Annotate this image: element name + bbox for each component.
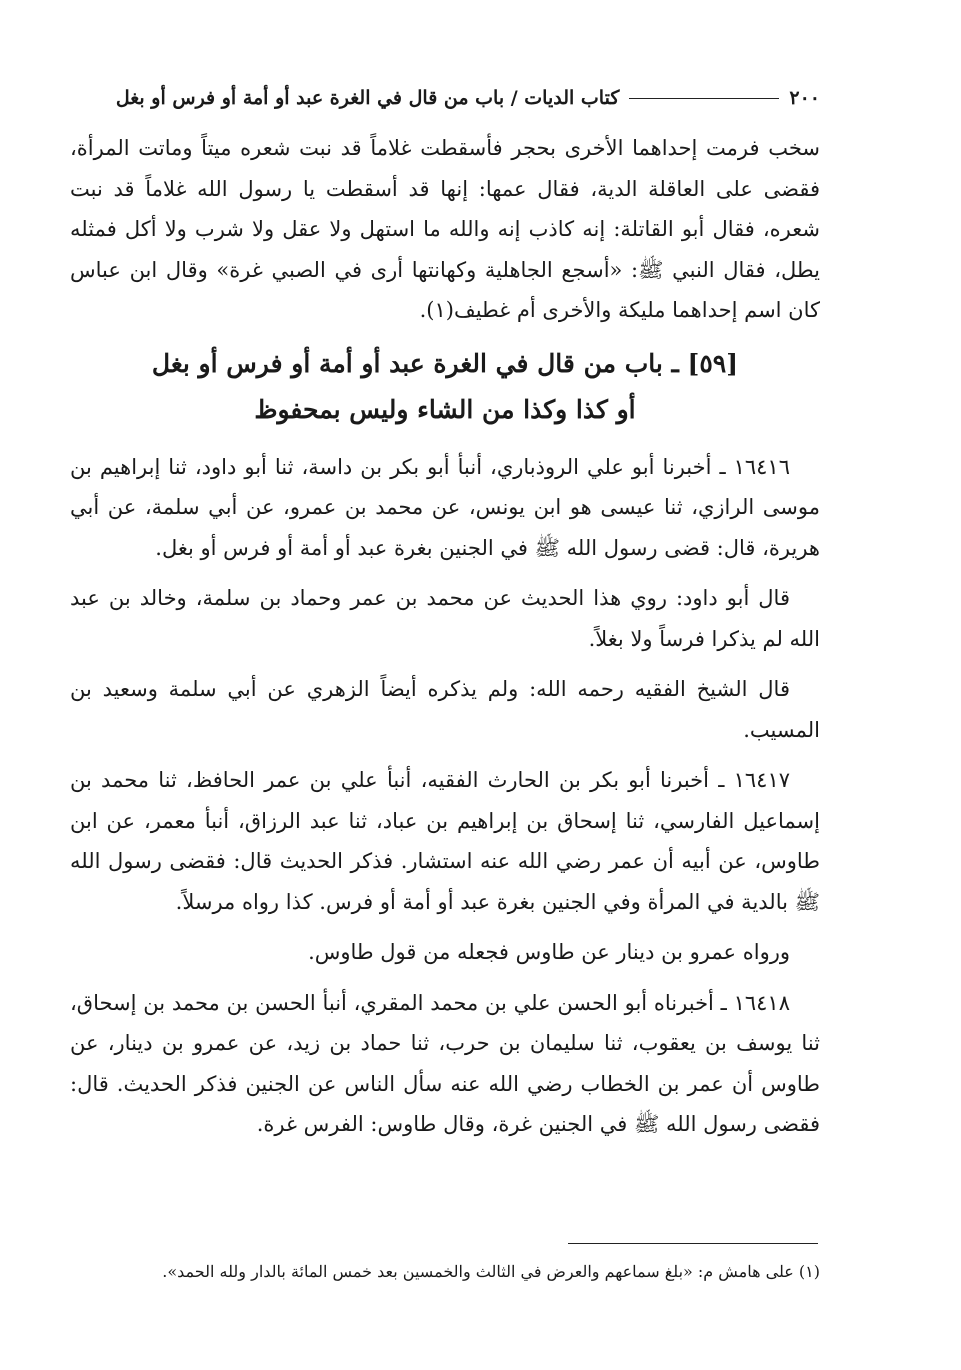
chapter-heading-line-1: [٥٩] ـ باب من قال في الغرة عبد أو أمة أو فرس أو بغل — [151, 348, 739, 378]
chapter-heading — [70, 341, 820, 433]
header-rule — [629, 98, 779, 99]
paragraph-abu-dawud-note: قال أبو داود: روي هذا الحديث عن محمد بن عمر وحماد بن سلمة، وخالد بن عبد الله لم يذكرا فرساً ولا بغلاً. — [70, 586, 820, 651]
running-title: كتاب الديات / باب من قال في الغرة عبد أو أمة أو فرس أو بغل — [115, 87, 620, 109]
footnote-rule — [568, 1243, 818, 1244]
hadith-16416: ١٦٤١٦ ـ أخبرنا أبو علي الروذباري، أنبأ أبو بكر بن داسة، ثنا أبو داود، ثنا إبراهيم بن موسى الرازي، ثنا عيسى هو ابن يونس، عن محمد بن عمرو، عن أبي سلمة، عن أبي هريرة، قال: قضى رسول الله ﷺ في الجنين بغرة عبد أو أمة أو فرس أو بغل. — [70, 454, 820, 560]
running-header — [70, 80, 820, 116]
paragraph-shaykh-note: قال الشيخ الفقيه رحمه الله: ولم يذكره أيضاً الزهري عن أبي سلمة وسعيد بن المسيب. — [70, 677, 820, 742]
page-number: ٢٠٠ — [789, 87, 820, 109]
chapter-heading-line-2: أو كذا وكذا من الشاء وليس بمحفوظ — [254, 394, 636, 424]
hadith-16417: ١٦٤١٧ ـ أخبرنا أبو بكر بن الحارث الفقيه، أنبأ علي بن عمر الحافظ، ثنا محمد بن إسماعيل الفارسي، ثنا إسحاق بن إبراهيم بن عباد، ثنا عبد الرزاق، أنبأ معمر، عن ابن طاوس، عن أبيه أن عمر رضي الله عنه استشار. فذكر الحديث قال: فقضى رسول الله ﷺ بالدية في المرأة وفي الجنين بغرة عبد أو أمة أو فرس. كذا رواه مرسلاً. — [70, 768, 820, 914]
page-body — [70, 128, 820, 1155]
paragraph-continuation: سخب فرمت إحداهما الأخرى بحجر فأسقطت غلاماً قد نبت شعره ميتاً وماتت المرأة، فقضى على العاقلة الدية، فقال عمها: إنها قد أسقطت يا رسول الله غلاماً قد نبت شعره، فقال أبو القاتلة: إنه كاذب إنه والله ما استهل ولا عقل ولا شرب ولا أكل فمثله يطل، فقال النبي ﷺ: «أسجع الجاهلية وكهانتها أرى في الصبي غرة» وقال ابن عباس كان اسم إحداهما مليكة والأخرى أم غطيف(١). — [70, 136, 820, 322]
hadith-16418: ١٦٤١٨ ـ أخبرناه أبو الحسن علي بن محمد المقري، أنبأ الحسن بن محمد بن إسحاق، ثنا يوسف بن يعقوب، ثنا سليمان بن حرب، ثنا حماد بن زيد، عن عمرو بن دينار، عن طاوس أن عمر بن الخطاب رضي الله عنه سأل الناس عن الجنين فذكر الحديث. قال: فقضى رسول الله ﷺ في الجنين غرة، وقال طاوس: الفرس غرة. — [70, 990, 820, 1136]
paragraph-amr-note: ورواه عمرو بن دينار عن طاوس فجعله من قول طاوس. — [308, 940, 790, 964]
footnote: (١) على هامش م: «بلغ سماعهم والعرض في الثالث والخمسين بعد خمس المائة بالدار ولله الحمد». — [162, 1262, 820, 1281]
